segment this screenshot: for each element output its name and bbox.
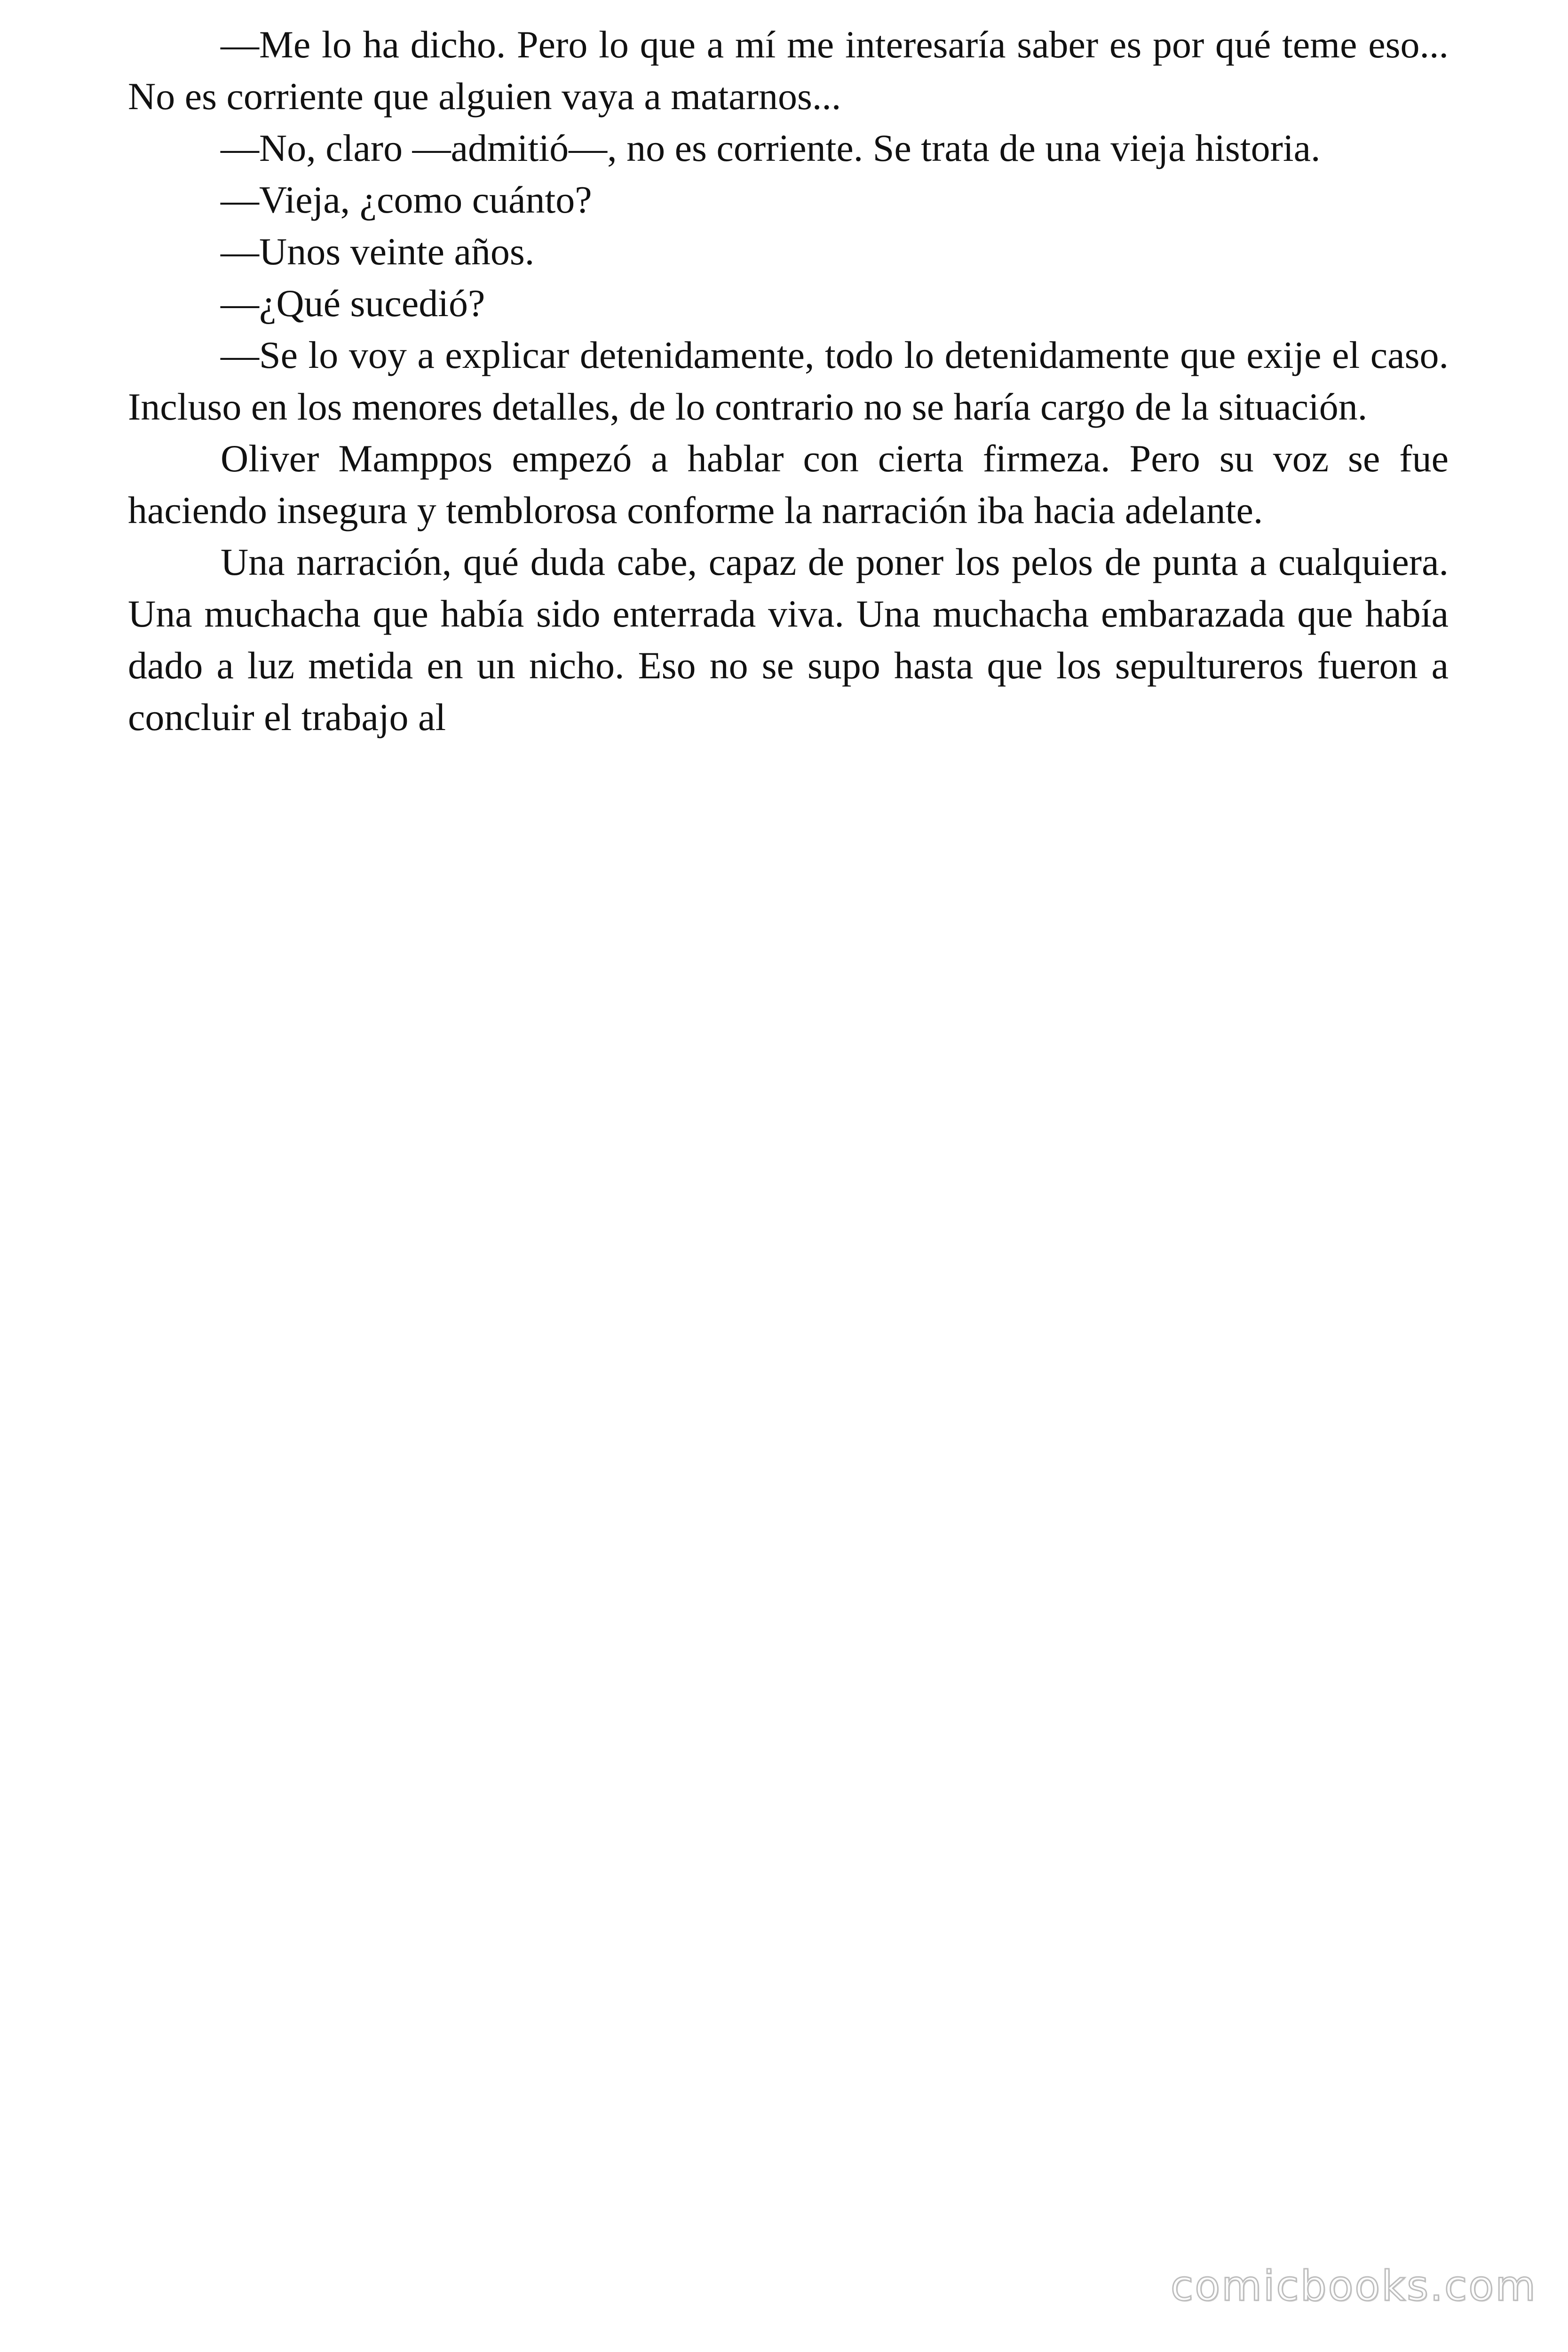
paragraph-7: Oliver Mamppos empezó a hablar con cierta firmeza. Pero su voz se fue haciendo insegura y temblorosa conforme la narración iba hacia adelante. [128,437,1449,532]
paragraph-8: Una narración, qué duda cabe, capaz de poner los pelos de punta a cualquiera. Una muchacha que había sido enterrada viva. Una muchacha embarazada que había dado a luz metida en un nicho. Eso no se supo hasta que los sepultureros fueron a concluir el trabajo al [128,540,1449,739]
watermark-logo: comicbooks.com [1170,2262,1537,2310]
paragraph-3: —Vieja, ¿como cuánto? [221,178,592,221]
paragraph-2: —No, claro —admitió—, no es corriente. Se trata de una vieja historia. [221,127,1321,169]
paragraph-4: —Unos veinte años. [221,230,535,273]
paragraph-6: —Se lo voy a explicar detenidamente, todo lo detenidamente que exije el caso. Incluso en los menores detalles, de lo contrario no se haría cargo de la situación. [128,334,1449,428]
page-text [128,19,1449,743]
paragraph-5: —¿Qué sucedió? [221,282,485,325]
paragraph-1: —Me lo ha dicho. Pero lo que a mí me interesaría saber es por qué teme eso... No es corriente que alguien vaya a matarnos... [128,23,1449,118]
